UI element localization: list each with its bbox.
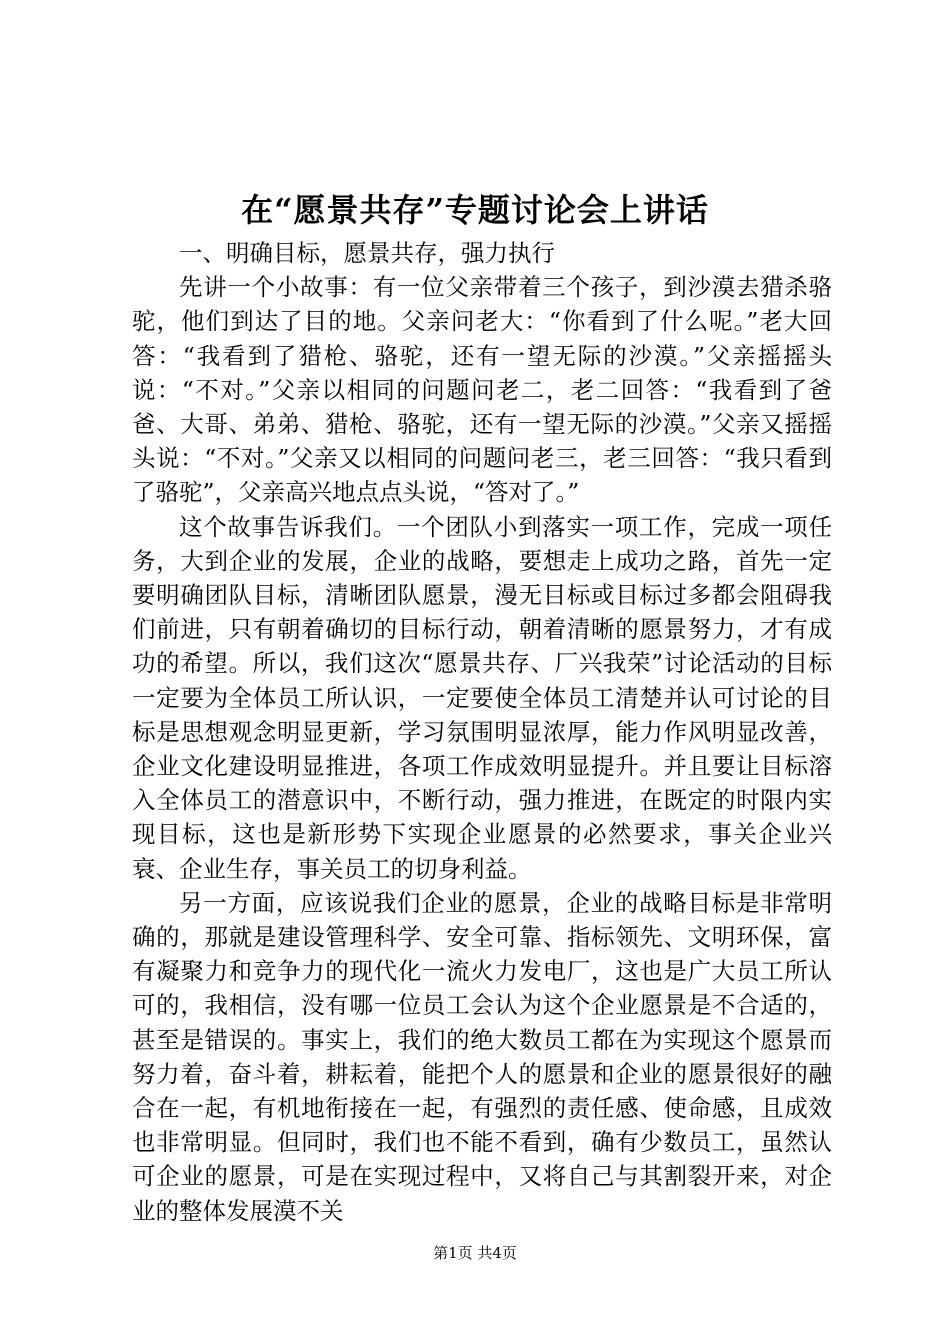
body-paragraph: 这个故事告诉我们。一个团队小到落实一项工作，完成一项任务，大到企业的发展，企业的战略，要想走上成功之路，首先一定要明确团队目标，清晰团队愿景，漫无目标或目标过多都会阻碍我们前进，只有朝着确切的目标行动，朝着清晰的愿景努力，才有成功的希望。所以，我们这次“愿景共存、厂兴我荣”讨论活动的目标一定要为全体员工所认识，一定要使全体员工清楚并认可讨论的目标是思想观念明显更新，学习氛围明显浓厚，能力作风明显改善，企业文化建设明显推进，各项工作成效明显提升。并且要让目标溶入全体员工的潜意识中，不断行动，强力推进，在既定的时限内实现目标，这也是新形势下实现企业愿景的必然要求，事关企业兴衰、企业生存，事关员工的切身利益。 [132, 512, 832, 883]
body-paragraph: 另一方面，应该说我们企业的愿景，企业的战略目标是非常明确的，那就是建设管理科学、安全可靠、指标领先、文明环保，富有凝聚力和竞争力的现代化一流火力发电厂，这也是广大员工所认可的，我相信，没有哪一位员工会认为这个企业愿景是不合适的，甚至是错误的。事实上，我们的绝大数员工都在为实现这个愿景而努力着，奋斗着，耕耘着，能把个人的愿景和企业的愿景很好的融合在一起，有机地衔接在一起，有强烈的责任感、使命感，且成效也非常明显。但同时，我们也不能不看到，确有少数员工，虽然认可企业的愿景，可是在实现过程中，又将自己与其割裂开来，对企业的整体发展漠不关 [132, 888, 832, 1225]
document-title: 在“愿景共存”专题讨论会上讲话 [241, 191, 709, 229]
page-number: 第1页 共4页 [433, 1244, 517, 1262]
document-body [132, 236, 832, 1228]
body-paragraph: 先讲一个小故事：有一位父亲带着三个孩子，到沙漠去猎杀骆驼，他们到达了目的地。父亲问老大：“你看到了什么呢。”老大回答：“我看到了猎枪、骆驼，还有一望无际的沙漠。”父亲摇摇头说：“不对。”父亲以相同的问题问老二，老二回答：“我看到了爸爸、大哥、弟弟、猎枪、骆驼，还有一望无际的沙漠。”父亲又摇摇头说：“不对。”父亲又以相同的问题问老三，老三回答：“我只看到了骆驼”，父亲高兴地点点头说，“答对了。” [132, 273, 832, 507]
section-heading: 一、明确目标，愿景共存，强力执行 [179, 239, 555, 267]
